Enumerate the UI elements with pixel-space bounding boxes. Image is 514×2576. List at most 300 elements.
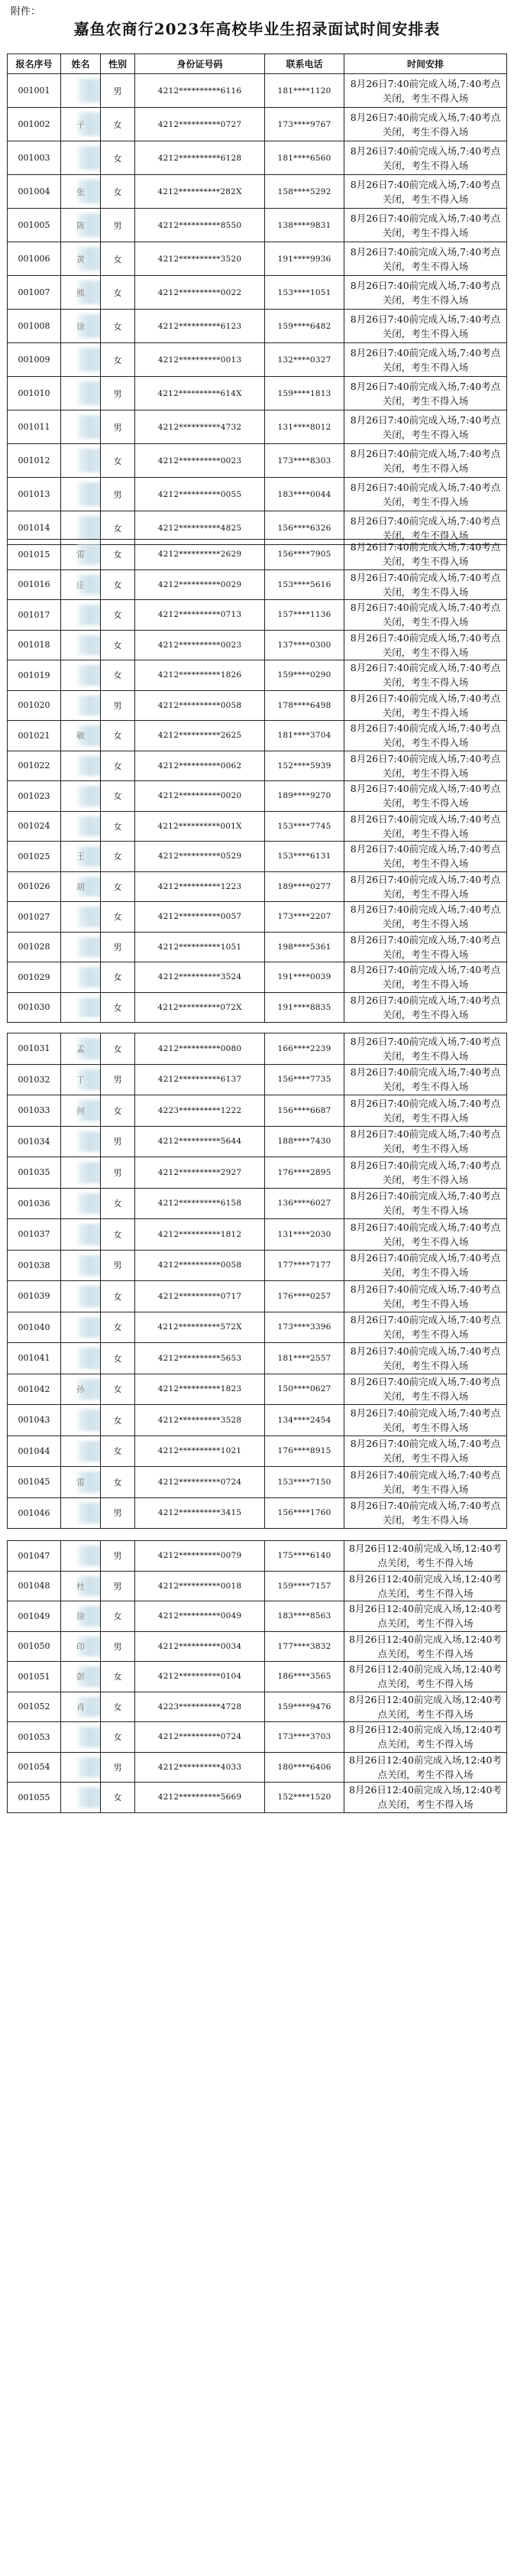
applicant-name <box>61 600 101 631</box>
applicant-name <box>61 1219 101 1251</box>
id-number: 4212**********1051 <box>135 932 265 962</box>
gender: 女 <box>101 310 135 343</box>
registration-number: 001044 <box>8 1436 61 1467</box>
phone-number: 137****0300 <box>265 630 344 660</box>
phone-number: 156****6326 <box>265 511 344 545</box>
gender: 女 <box>101 1467 135 1498</box>
applicant-name <box>61 141 101 175</box>
registration-number: 001029 <box>8 962 61 993</box>
time-arrangement: 8月26日7:40前完成入场,7:40考点关闭，考生不得入场 <box>344 1281 507 1312</box>
table-row <box>8 1436 507 1467</box>
redaction-mark <box>78 907 101 927</box>
gender: 女 <box>101 1783 135 1813</box>
phone-number: 136****6027 <box>265 1188 344 1219</box>
table-row <box>8 569 507 600</box>
gender: 女 <box>101 1692 135 1722</box>
time-arrangement: 8月26日7:40前完成入场,7:40考点关闭，考生不得入场 <box>344 569 507 600</box>
registration-number: 001005 <box>8 209 61 242</box>
id-number: 4212**********2629 <box>135 540 265 570</box>
id-number: 4212**********4732 <box>135 410 265 444</box>
time-arrangement: 8月26日7:40前完成入场,7:40考点关闭，考生不得入场 <box>344 690 507 721</box>
gender: 女 <box>101 811 135 842</box>
applicant-name <box>61 1374 101 1405</box>
redaction-mark <box>78 381 101 405</box>
phone-number: 156****6687 <box>265 1095 344 1127</box>
id-number: 4212**********0529 <box>135 842 265 872</box>
redaction-mark <box>78 79 101 102</box>
phone-number: 183****8563 <box>265 1601 344 1632</box>
applicant-name <box>61 209 101 242</box>
name-fragment: 雷 <box>76 1477 85 1488</box>
time-arrangement: 8月26日12:40前完成入场,12:40考点关闭，考生不得入场 <box>344 1783 507 1813</box>
gender: 女 <box>101 600 135 631</box>
gender: 女 <box>101 1601 135 1632</box>
time-arrangement: 8月26日7:40前完成入场,7:40考点关闭，考生不得入场 <box>344 141 507 175</box>
gender: 男 <box>101 377 135 410</box>
redaction-mark <box>78 1727 101 1747</box>
table-row <box>8 902 507 933</box>
redaction-mark <box>78 449 101 472</box>
applicant-name <box>61 1541 101 1572</box>
applicant-name <box>61 1312 101 1343</box>
phone-number: 153****1051 <box>265 276 344 310</box>
gender: 女 <box>101 569 135 600</box>
phone-number: 131****2030 <box>265 1219 344 1251</box>
name-fragment: 王 <box>76 852 85 862</box>
applicant-name <box>61 1095 101 1127</box>
time-arrangement: 8月26日7:40前完成入场,7:40考点关闭，考生不得入场 <box>344 410 507 444</box>
redaction-mark <box>78 1193 101 1215</box>
registration-number: 001042 <box>8 1374 61 1405</box>
time-arrangement: 8月26日12:40前完成入场,12:40考点关闭，考生不得入场 <box>344 1692 507 1722</box>
id-number: 4212**********0058 <box>135 690 265 721</box>
id-number: 4212**********2927 <box>135 1157 265 1189</box>
applicant-name <box>61 1692 101 1722</box>
redaction-mark <box>78 1503 101 1524</box>
phone-number: 181****3704 <box>265 721 344 751</box>
registration-number: 001004 <box>8 175 61 209</box>
table-row <box>8 74 507 108</box>
time-arrangement: 8月26日7:40前完成入场,7:40考点关闭，考生不得入场 <box>344 1497 507 1529</box>
phone-number: 191****9936 <box>265 242 344 276</box>
phone-number: 189****0277 <box>265 871 344 902</box>
table-row <box>8 242 507 276</box>
registration-number: 001010 <box>8 377 61 410</box>
id-number: 4212**********2625 <box>135 721 265 751</box>
time-arrangement: 8月26日7:40前完成入场,7:40考点关闭，考生不得入场 <box>344 74 507 108</box>
applicant-name <box>61 410 101 444</box>
gender: 男 <box>101 1250 135 1281</box>
name-fragment: 印 <box>76 1641 85 1652</box>
applicant-name <box>61 660 101 691</box>
registration-number: 001039 <box>8 1281 61 1312</box>
registration-number: 001052 <box>8 1692 61 1722</box>
registration-number: 001025 <box>8 842 61 872</box>
registration-number: 001015 <box>8 540 61 570</box>
registration-number: 001023 <box>8 781 61 812</box>
table-row <box>8 175 507 209</box>
gender: 男 <box>101 690 135 721</box>
phone-number: 181****6560 <box>265 141 344 175</box>
phone-number: 159****7157 <box>265 1571 344 1601</box>
id-number: 4212**********0055 <box>135 478 265 511</box>
registration-number: 001047 <box>8 1541 61 1572</box>
table-row <box>8 690 507 721</box>
table-row <box>8 1312 507 1343</box>
id-number: 4212**********0724 <box>135 1722 265 1753</box>
phone-number: 180****6406 <box>265 1752 344 1783</box>
gender: 男 <box>101 1126 135 1157</box>
table-row <box>8 600 507 631</box>
phone-number: 153****5616 <box>265 569 344 600</box>
redaction-mark <box>78 1255 101 1277</box>
time-arrangement: 8月26日12:40前完成入场,12:40考点关闭，考生不得入场 <box>344 1752 507 1783</box>
applicant-name <box>61 1662 101 1692</box>
table-row <box>8 1188 507 1219</box>
gender: 女 <box>101 444 135 478</box>
gender: 女 <box>101 1095 135 1127</box>
phone-number: 159****9476 <box>265 1692 344 1722</box>
registration-number: 001003 <box>8 141 61 175</box>
time-arrangement: 8月26日7:40前完成入场,7:40考点关闭，考生不得入场 <box>344 992 507 1023</box>
name-fragment: 孟 <box>76 1043 85 1054</box>
gender: 女 <box>101 343 135 377</box>
id-number: 4212**********6158 <box>135 1188 265 1219</box>
applicant-name <box>61 1281 101 1312</box>
gender: 男 <box>101 1571 135 1601</box>
phone-number: 156****7735 <box>265 1064 344 1095</box>
phone-number: 175****6140 <box>265 1541 344 1572</box>
time-arrangement: 8月26日7:40前完成入场,7:40考点关闭，考生不得入场 <box>344 1157 507 1189</box>
phone-number: 159****6482 <box>265 310 344 343</box>
registration-number: 001049 <box>8 1601 61 1632</box>
registration-number: 001030 <box>8 992 61 1023</box>
phone-number: 134****2454 <box>265 1405 344 1436</box>
registration-number: 001053 <box>8 1722 61 1753</box>
redaction-mark <box>78 415 101 439</box>
time-arrangement: 8月26日7:40前完成入场,7:40考点关闭，考生不得入场 <box>344 1126 507 1157</box>
id-number: 4212**********0058 <box>135 1250 265 1281</box>
gender: 女 <box>101 1312 135 1343</box>
id-number: 4212**********0062 <box>135 751 265 781</box>
time-arrangement: 8月26日12:40前完成入场,12:40考点关闭，考生不得入场 <box>344 1722 507 1753</box>
table-row <box>8 141 507 175</box>
phone-number: 153****6131 <box>265 842 344 872</box>
gender: 女 <box>101 902 135 933</box>
time-arrangement: 8月26日12:40前完成入场,12:40考点关闭，考生不得入场 <box>344 1631 507 1662</box>
gender: 女 <box>101 630 135 660</box>
redaction-mark <box>78 937 101 958</box>
applicant-name <box>61 1064 101 1095</box>
registration-number: 001037 <box>8 1219 61 1251</box>
name-fragment: 熊 <box>76 287 85 298</box>
applicant-name <box>61 377 101 410</box>
registration-number: 001013 <box>8 478 61 511</box>
registration-number: 001038 <box>8 1250 61 1281</box>
applicant-name <box>61 569 101 600</box>
phone-number: 191****0039 <box>265 962 344 993</box>
table-row <box>8 1033 507 1065</box>
gender: 女 <box>101 1188 135 1219</box>
time-arrangement: 8月26日7:40前完成入场,7:40考点关闭，考生不得入场 <box>344 276 507 310</box>
gender: 女 <box>101 721 135 751</box>
name-fragment: 敏 <box>76 731 85 741</box>
id-number: 4212**********6116 <box>135 74 265 108</box>
table-row <box>8 478 507 511</box>
registration-number: 001033 <box>8 1095 61 1127</box>
table-row <box>8 660 507 691</box>
id-number: 4212**********4825 <box>135 511 265 545</box>
schedule-table <box>7 54 507 545</box>
gender: 男 <box>101 1064 135 1095</box>
table-row <box>8 811 507 842</box>
name-fragment: 胡 <box>76 881 85 892</box>
applicant-name <box>61 108 101 141</box>
table-row <box>8 1467 507 1498</box>
registration-number: 001026 <box>8 871 61 902</box>
gender: 女 <box>101 781 135 812</box>
gender: 女 <box>101 108 135 141</box>
applicant-name <box>61 1752 101 1783</box>
id-number: 4223**********4728 <box>135 1692 265 1722</box>
time-arrangement: 8月26日7:40前完成入场,7:40考点关闭，考生不得入场 <box>344 811 507 842</box>
time-arrangement: 8月26日7:40前完成入场,7:40考点关闭，考生不得入场 <box>344 343 507 377</box>
time-arrangement: 8月26日7:40前完成入场,7:40考点关闭，考生不得入场 <box>344 630 507 660</box>
table-row <box>8 276 507 310</box>
name-fragment: 庄 <box>76 579 85 590</box>
id-number: 4212**********0080 <box>135 1033 265 1065</box>
id-number: 4212**********4033 <box>135 1752 265 1783</box>
time-arrangement: 8月26日7:40前完成入场,7:40考点关闭，考生不得入场 <box>344 1188 507 1219</box>
applicant-name <box>61 1571 101 1601</box>
table-row <box>8 992 507 1023</box>
registration-number: 001001 <box>8 74 61 108</box>
id-number: 4212**********0023 <box>135 444 265 478</box>
table-row <box>8 1374 507 1405</box>
applicant-name <box>61 74 101 108</box>
time-arrangement: 8月26日7:40前完成入场,7:40考点关闭，考生不得入场 <box>344 1064 507 1095</box>
registration-number: 001054 <box>8 1752 61 1783</box>
id-number: 4212**********0020 <box>135 781 265 812</box>
phone-number: 153****7150 <box>265 1467 344 1498</box>
table-row <box>8 444 507 478</box>
id-number: 4212**********0724 <box>135 1467 265 1498</box>
phone-number: 152****5939 <box>265 751 344 781</box>
table-row <box>8 1157 507 1189</box>
table-row <box>8 842 507 872</box>
applicant-name <box>61 1467 101 1498</box>
registration-number: 001012 <box>8 444 61 478</box>
gender: 男 <box>101 1541 135 1572</box>
table-row <box>8 1662 507 1692</box>
registration-number: 001046 <box>8 1497 61 1529</box>
id-number: 4212**********3524 <box>135 962 265 993</box>
id-number: 4212**********0057 <box>135 902 265 933</box>
time-arrangement: 8月26日7:40前完成入场,7:40考点关闭，考生不得入场 <box>344 660 507 691</box>
phone-number: 177****7177 <box>265 1250 344 1281</box>
id-number: 4212**********0023 <box>135 630 265 660</box>
applicant-name <box>61 992 101 1023</box>
table-row <box>8 1343 507 1374</box>
phone-number: 159****0290 <box>265 660 344 691</box>
id-number: 4212**********0013 <box>135 343 265 377</box>
id-number: 4212**********282X <box>135 175 265 209</box>
id-number: 4223**********1222 <box>135 1095 265 1127</box>
id-number: 4212**********6128 <box>135 141 265 175</box>
time-arrangement: 8月26日7:40前完成入场,7:40考点关闭，考生不得入场 <box>344 1405 507 1436</box>
time-arrangement: 8月26日7:40前完成入场,7:40考点关闭，考生不得入场 <box>344 1095 507 1127</box>
applicant-name <box>61 1157 101 1189</box>
time-arrangement: 8月26日7:40前完成入场,7:40考点关闭，考生不得入场 <box>344 540 507 570</box>
redaction-mark <box>78 1787 101 1808</box>
redaction-mark <box>78 756 101 777</box>
table-row <box>8 1722 507 1753</box>
registration-number: 001019 <box>8 660 61 691</box>
redaction-mark <box>78 1410 101 1431</box>
redaction-mark <box>78 998 101 1018</box>
table-row <box>8 1250 507 1281</box>
applicant-name <box>61 540 101 570</box>
time-arrangement: 8月26日7:40前完成入场,7:40考点关闭，考生不得入场 <box>344 377 507 410</box>
id-number: 4212**********5644 <box>135 1126 265 1157</box>
header-row <box>8 54 507 74</box>
id-number: 4212**********8550 <box>135 209 265 242</box>
id-number: 4212**********0104 <box>135 1662 265 1692</box>
table-row <box>8 310 507 343</box>
registration-number: 001002 <box>8 108 61 141</box>
redaction-mark <box>78 1286 101 1307</box>
column-header: 姓名 <box>61 54 101 74</box>
time-arrangement: 8月26日7:40前完成入场,7:40考点关闭，考生不得入场 <box>344 932 507 962</box>
phone-number: 156****1760 <box>265 1497 344 1529</box>
id-number: 4212**********0727 <box>135 108 265 141</box>
registration-number: 001017 <box>8 600 61 631</box>
column-header: 身份证号码 <box>135 54 265 74</box>
time-arrangement: 8月26日12:40前完成入场,12:40考点关闭，考生不得入场 <box>344 1601 507 1632</box>
applicant-name <box>61 721 101 751</box>
table-row <box>8 751 507 781</box>
annex-label: 附件： <box>11 6 41 18</box>
applicant-name <box>61 175 101 209</box>
phone-number: 173****9767 <box>265 108 344 141</box>
gender: 女 <box>101 1219 135 1251</box>
phone-number: 173****2207 <box>265 902 344 933</box>
registration-number: 001014 <box>8 511 61 545</box>
applicant-name <box>61 242 101 276</box>
phone-number: 186****3565 <box>265 1662 344 1692</box>
phone-number: 189****9270 <box>265 781 344 812</box>
redaction-mark <box>78 1757 101 1778</box>
applicant-name <box>61 630 101 660</box>
registration-number: 001034 <box>8 1126 61 1157</box>
table-row <box>8 1783 507 1813</box>
time-arrangement: 8月26日12:40前完成入场,12:40考点关闭，考生不得入场 <box>344 1662 507 1692</box>
column-header: 性别 <box>101 54 135 74</box>
registration-number: 001016 <box>8 569 61 600</box>
registration-number: 001018 <box>8 630 61 660</box>
applicant-name <box>61 932 101 962</box>
gender: 男 <box>101 932 135 962</box>
applicant-name <box>61 444 101 478</box>
registration-number: 001040 <box>8 1312 61 1343</box>
gender: 女 <box>101 1662 135 1692</box>
id-number: 4212**********0034 <box>135 1631 265 1662</box>
table-row <box>8 410 507 444</box>
table-row <box>8 377 507 410</box>
applicant-name <box>61 781 101 812</box>
time-arrangement: 8月26日7:40前完成入场,7:40考点关闭，考生不得入场 <box>344 1219 507 1251</box>
id-number: 4212**********5653 <box>135 1343 265 1374</box>
registration-number: 001028 <box>8 932 61 962</box>
registration-number: 001008 <box>8 310 61 343</box>
gender: 女 <box>101 511 135 545</box>
registration-number: 001041 <box>8 1343 61 1374</box>
time-arrangement: 8月26日7:40前完成入场,7:40考点关闭，考生不得入场 <box>344 1374 507 1405</box>
gender: 男 <box>101 1752 135 1783</box>
phone-number: 153****7745 <box>265 811 344 842</box>
column-header: 联系电话 <box>265 54 344 74</box>
table-row <box>8 1281 507 1312</box>
gender: 男 <box>101 74 135 108</box>
id-number: 4212**********072X <box>135 992 265 1023</box>
registration-number: 001007 <box>8 276 61 310</box>
table-row <box>8 630 507 660</box>
id-number: 4212**********0018 <box>135 1571 265 1601</box>
name-fragment: 彭 <box>76 1672 85 1682</box>
time-arrangement: 8月26日7:40前完成入场,7:40考点关闭，考生不得入场 <box>344 108 507 141</box>
gender: 女 <box>101 1033 135 1065</box>
id-number: 4212**********1823 <box>135 1374 265 1405</box>
time-arrangement: 8月26日7:40前完成入场,7:40考点关闭，考生不得入场 <box>344 1467 507 1498</box>
name-fragment: 孙 <box>76 1384 85 1395</box>
id-number: 4212**********1223 <box>135 871 265 902</box>
time-arrangement: 8月26日7:40前完成入场,7:40考点关闭，考生不得入场 <box>344 1436 507 1467</box>
name-fragment: 雷 <box>76 550 85 560</box>
phone-number: 191****8835 <box>265 992 344 1023</box>
gender: 男 <box>101 1497 135 1529</box>
registration-number: 001027 <box>8 902 61 933</box>
gender: 男 <box>101 410 135 444</box>
phone-number: 152****1520 <box>265 1783 344 1813</box>
redaction-mark <box>78 967 101 988</box>
phone-number: 188****7430 <box>265 1126 344 1157</box>
phone-number: 159****1813 <box>265 377 344 410</box>
time-arrangement: 8月26日7:40前完成入场,7:40考点关闭，考生不得入场 <box>344 962 507 993</box>
redaction-mark <box>78 516 101 540</box>
table-row <box>8 1631 507 1662</box>
applicant-name <box>61 842 101 872</box>
name-fragment: 徐 <box>76 321 85 332</box>
gender: 女 <box>101 276 135 310</box>
gender: 男 <box>101 209 135 242</box>
name-fragment: 丁 <box>76 1075 85 1085</box>
gender: 女 <box>101 1374 135 1405</box>
redaction-mark <box>78 1317 101 1338</box>
time-arrangement: 8月26日7:40前完成入场,7:40考点关闭，考生不得入场 <box>344 1312 507 1343</box>
phone-number: 176****8915 <box>265 1436 344 1467</box>
phone-number: 173****3703 <box>265 1722 344 1753</box>
id-number: 4212**********1826 <box>135 660 265 691</box>
id-number: 4212**********5669 <box>135 1783 265 1813</box>
time-arrangement: 8月26日7:40前完成入场,7:40考点关闭，考生不得入场 <box>344 842 507 872</box>
registration-number: 001024 <box>8 811 61 842</box>
redaction-mark <box>78 605 101 625</box>
gender: 女 <box>101 1343 135 1374</box>
phone-number: 178****6498 <box>265 690 344 721</box>
time-arrangement: 8月26日7:40前完成入场,7:40考点关闭，考生不得入场 <box>344 444 507 478</box>
registration-number: 001031 <box>8 1033 61 1065</box>
gender: 女 <box>101 842 135 872</box>
